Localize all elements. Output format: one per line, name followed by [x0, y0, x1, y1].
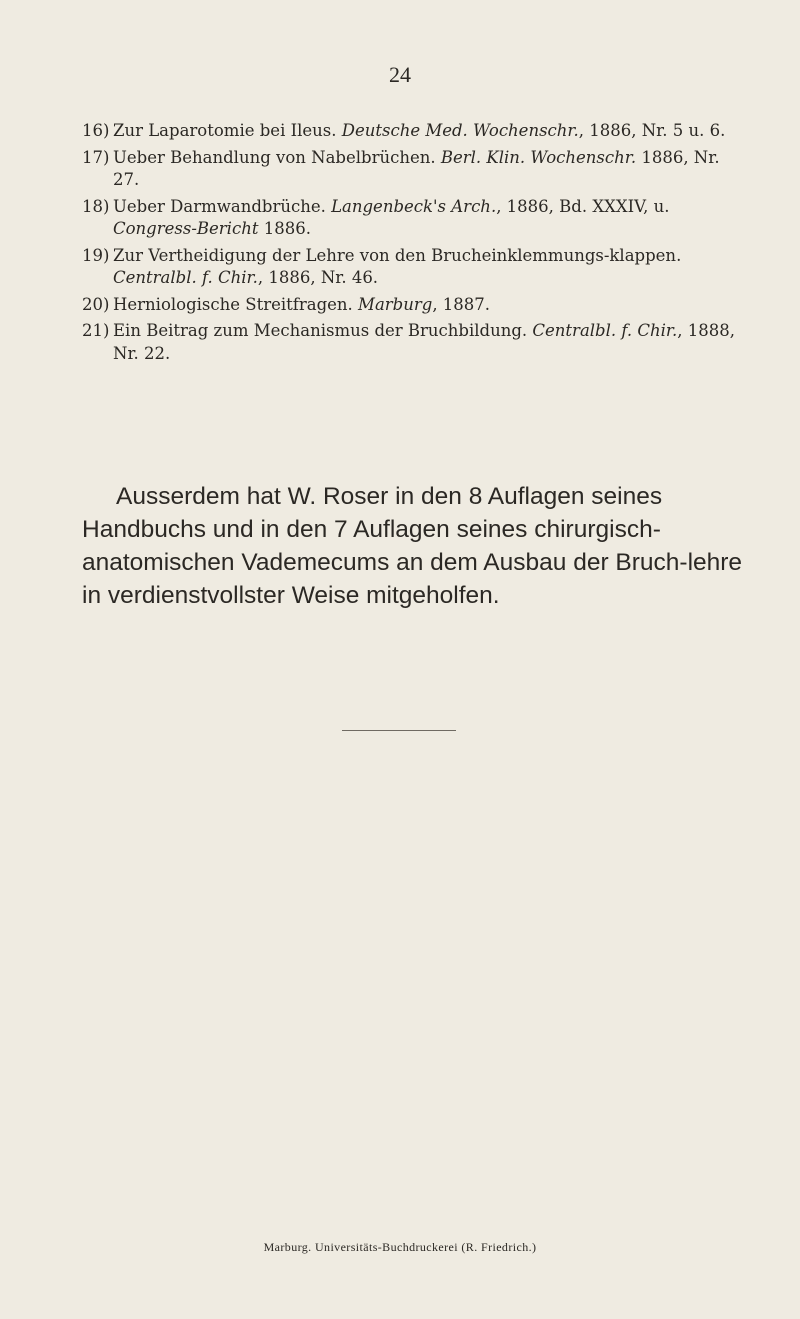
reference-title: Zur Laparotomie bei Ileus. [113, 121, 342, 140]
reference-details: 1886, Nr. 27. [113, 147, 720, 189]
reference-item [82, 196, 742, 241]
reference-item [82, 120, 742, 143]
section-divider [342, 730, 456, 731]
reference-title: Ein Beitrag zum Mechanismus der Bruchbildung. [113, 321, 533, 340]
reference-list [82, 120, 742, 369]
reference-item [82, 294, 742, 317]
reference-source: Deutsche Med. Wochenschr. [341, 121, 579, 140]
reference-source-secondary: Congress-Bericht [113, 219, 259, 238]
reference-number: 16) [82, 121, 110, 140]
reference-number: 21) [82, 321, 110, 340]
reference-details-secondary: 1886. [258, 219, 311, 238]
reference-source: Berl. Klin. Wochenschr. [440, 147, 637, 167]
reference-title: Ueber Behandlung von Nabelbrüchen. [113, 147, 441, 167]
printer-imprint: Marburg. Universitäts-Buchdruckerei (R. Friedrich.) [263, 1240, 537, 1254]
reference-number: 18) [82, 196, 110, 216]
reference-number: 17) [82, 147, 110, 167]
reference-details: , 1886, Nr. 46. [257, 268, 379, 287]
reference-title: Herniologische Streitfragen. [113, 294, 359, 314]
reference-details: , 1887. [432, 294, 491, 314]
reference-item [82, 245, 742, 290]
reference-title: Zur Vertheidigung der Lehre von den Brucheinklemmungs-klappen. [113, 245, 682, 265]
reference-title: Ueber Darmwandbrüche. [113, 196, 332, 216]
reference-source: Langenbeck's Arch. [331, 196, 497, 216]
reference-number: 19) [82, 245, 110, 265]
reference-source: Marburg [358, 294, 433, 314]
reference-source: Centralbl. f. Chir. [113, 268, 258, 287]
reference-source: Centralbl. f. Chir. [532, 321, 678, 340]
reference-details: , 1888, Nr. 22. [113, 321, 735, 363]
page-number: 24 [389, 62, 411, 87]
reference-item [82, 320, 742, 365]
reference-details: , 1886, Nr. 5 u. 6. [578, 121, 726, 140]
reference-item [82, 147, 742, 192]
closing-paragraph: Ausserdem hat W. Roser in den 8 Auflagen seines Handbuchs und in den 7 Auflagen seines chirurgisch-anatomischen Vademecums an dem Ausbau der Bruch-lehre in verdienstvollster Weise mitgeholfen. [82, 483, 743, 609]
reference-number: 20) [82, 294, 110, 314]
reference-details: , 1886, Bd. XXXIV, u. [496, 196, 670, 216]
